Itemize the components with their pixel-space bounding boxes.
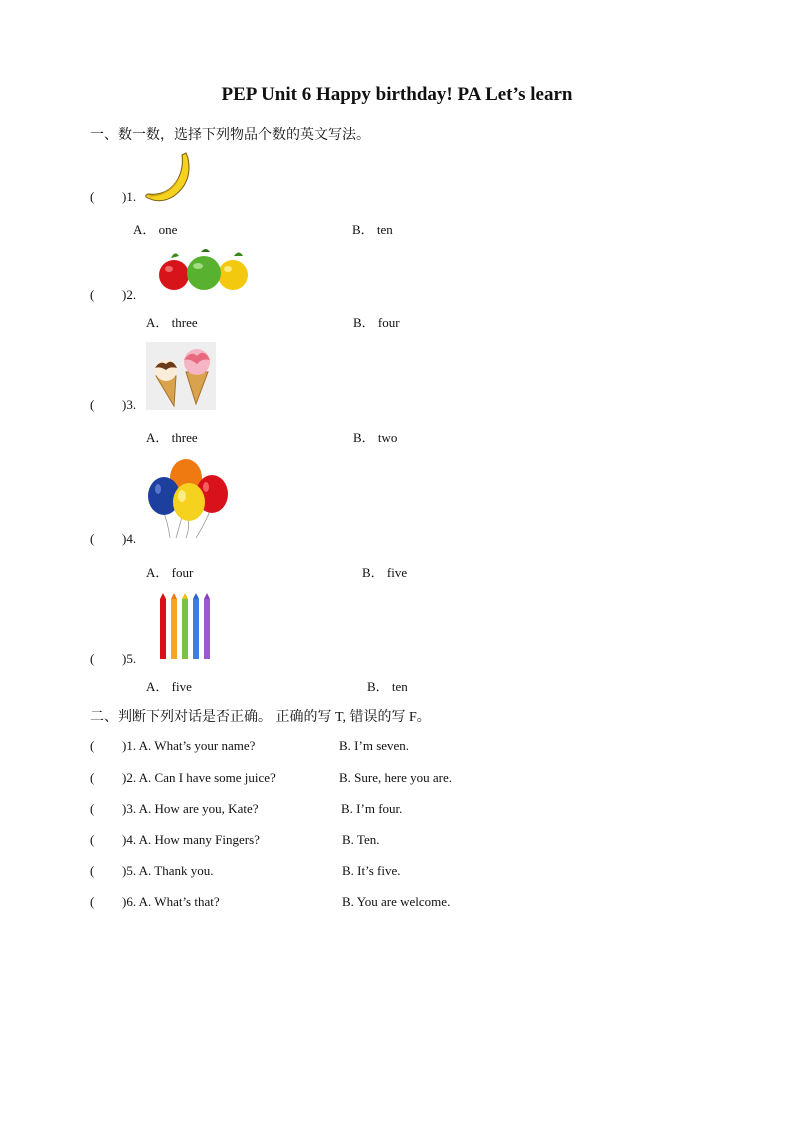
ice-cream-picture (146, 342, 216, 410)
question-5: ( )5. (90, 651, 137, 666)
dialogue-4-b: B. Ten. (342, 832, 380, 847)
q1-option-b[interactable]: B． ten (352, 222, 393, 237)
dialogue-2: ( )2. A. Can I have some juice? (90, 770, 276, 785)
q3-option-a[interactable]: A． three (146, 430, 198, 445)
dialogue-5: ( )5. A. Thank you. (90, 863, 214, 878)
q5-option-a[interactable]: A． five (146, 679, 192, 694)
dialogue-3-b: B. I’m four. (341, 801, 403, 816)
dialogue-1-b: B. I’m seven. (339, 738, 410, 753)
section1-heading: 一、数一数，选择下列物品个数的英文写法。 (90, 128, 370, 143)
section2-heading: 二、判断下列对话是否正确。 正确的写 T, 错误的写 F。 (90, 710, 431, 725)
answer-paren[interactable]: ( (90, 738, 95, 753)
banana-picture (144, 152, 192, 202)
answer-paren[interactable]: ( (90, 894, 95, 909)
crayons-picture (157, 593, 213, 659)
page-title: PEP Unit 6 Happy birthday! PA Let’s learn (221, 84, 573, 105)
question-2: ( )2. (90, 287, 137, 302)
question-3: ( )3. (90, 397, 137, 412)
dialogue-1: ( )1. A. What’s your name? (90, 738, 256, 753)
q1-option-a[interactable]: A． one (133, 222, 178, 237)
answer-paren[interactable]: ( (90, 863, 95, 878)
q5-option-b[interactable]: B． ten (367, 679, 408, 694)
q4-option-b[interactable]: B． five (362, 565, 408, 580)
answer-paren[interactable]: ( (90, 651, 95, 666)
question-1: ( )1. (90, 189, 137, 204)
answer-paren[interactable]: ( (90, 531, 95, 546)
dialogue-6-b: B. You are welcome. (342, 894, 451, 909)
answer-paren[interactable]: ( (90, 801, 95, 816)
balloons-picture (146, 458, 230, 542)
dialogue-4: ( )4. A. How many Fingers? (90, 832, 260, 847)
question-4: ( )4. (90, 531, 137, 546)
answer-paren[interactable]: ( (90, 832, 95, 847)
answer-paren[interactable]: ( (90, 189, 95, 204)
apples-picture (157, 248, 251, 294)
dialogue-5-b: B. It’s five. (342, 863, 401, 878)
q2-option-a[interactable]: A． three (146, 315, 198, 330)
answer-paren[interactable]: ( (90, 397, 95, 412)
answer-paren[interactable]: ( (90, 287, 95, 302)
dialogue-2-b: B. Sure, here you are. (339, 770, 452, 785)
dialogue-6: ( )6. A. What’s that? (90, 894, 220, 909)
dialogue-3: ( )3. A. How are you, Kate? (90, 801, 259, 816)
q3-option-b[interactable]: B． two (353, 430, 398, 445)
answer-paren[interactable]: ( (90, 770, 95, 785)
q2-option-b[interactable]: B． four (353, 315, 400, 330)
q4-option-a[interactable]: A． four (146, 565, 194, 580)
